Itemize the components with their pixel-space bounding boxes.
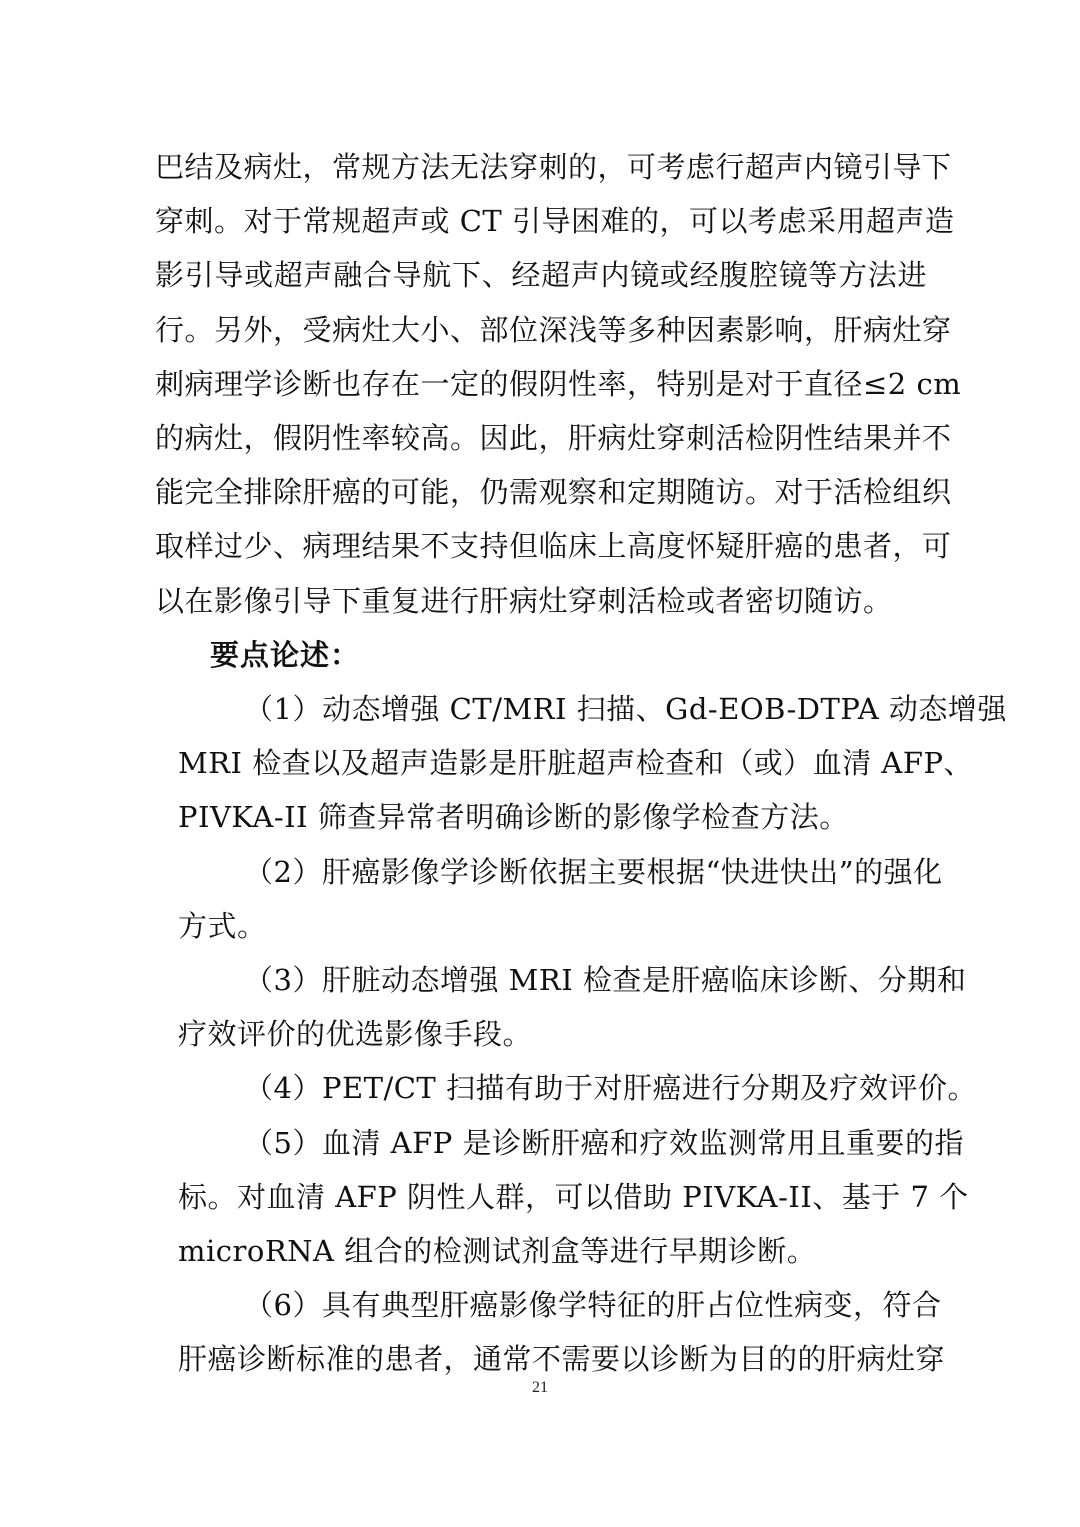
- text-line: 能完全排除肝癌的可能，仍需观察和定期随访。对于活检组织: [155, 475, 952, 510]
- key-point-6: [178, 1278, 946, 1386]
- text-line: 肝癌诊断标准的患者，通常不需要以诊断为目的的肝病灶穿: [178, 1342, 946, 1377]
- text-line: （1）动态增强 CT/MRI 扫描、Gd-EOB-DTPA 动态增强: [244, 692, 1007, 726]
- text-line: （3）肝脏动态增强 MRI 检查是肝癌临床诊断、分期和: [244, 962, 967, 997]
- text-line: 穿刺。对于常规超声或 CT 引导困难的，可以考虑采用超声造: [155, 204, 955, 239]
- text-line: 标。对血清 AFP 阴性人群，可以借助 PIVKA-II、基于 7 个: [178, 1179, 969, 1214]
- key-point-5: [178, 1116, 969, 1279]
- text-line: 的病灶，假阴性率较高。因此，肝病灶穿刺活检阴性结果并不: [155, 420, 952, 455]
- text-line: 以在影像引导下重复进行肝病灶穿刺活检或者密切随访。: [155, 583, 893, 618]
- text-line: （4）PET/CT 扫描有助于对肝癌进行分期及疗效评价。: [244, 1071, 977, 1106]
- text-line: （2）肝癌影像学诊断依据主要根据“快进快出”的强化: [244, 854, 943, 889]
- text-line: 影引导或超声融合导航下、经超声内镜或经腹腔镜等方法进: [155, 258, 927, 293]
- text-line: 刺病理学诊断也存在一定的假阴性率，特别是对于直径≤2 cm: [155, 366, 962, 401]
- key-point-1: [178, 682, 1007, 845]
- page-number: 21: [532, 1379, 548, 1396]
- text-line: （6）具有典型肝癌影像学特征的肝占位性病变，符合: [244, 1288, 942, 1323]
- text-line: 行。另外，受病灶大小、部位深浅等多种因素影响，肝病灶穿: [155, 312, 952, 347]
- key-point-4: [178, 1061, 977, 1115]
- text-line: （5）血清 AFP 是诊断肝癌和疗效监测常用且重要的指: [244, 1125, 964, 1160]
- key-point-2: [178, 845, 943, 953]
- section-heading: 要点论述：: [210, 637, 361, 672]
- text-line: 疗效评价的优选影像手段。: [178, 1017, 533, 1052]
- text-line: microRNA 组合的检测试剂盒等进行早期诊断。: [178, 1233, 817, 1268]
- text-line: MRI 检查以及超声造影是肝脏超声检查和（或）血清 AFP、: [178, 746, 973, 781]
- text-line: 方式。: [178, 908, 267, 943]
- text-line: PIVKA-II 筛查异常者明确诊断的影像学检查方法。: [178, 800, 849, 835]
- intro-paragraph: [155, 140, 962, 682]
- text-line: 巴结及病灶，常规方法无法穿刺的，可考虑行超声内镜引导下: [155, 150, 952, 184]
- text-line: 取样过少、病理结果不支持但临床上高度怀疑肝癌的患者，可: [155, 529, 952, 564]
- key-points-list: [178, 682, 1007, 1386]
- key-point-3: [178, 953, 967, 1061]
